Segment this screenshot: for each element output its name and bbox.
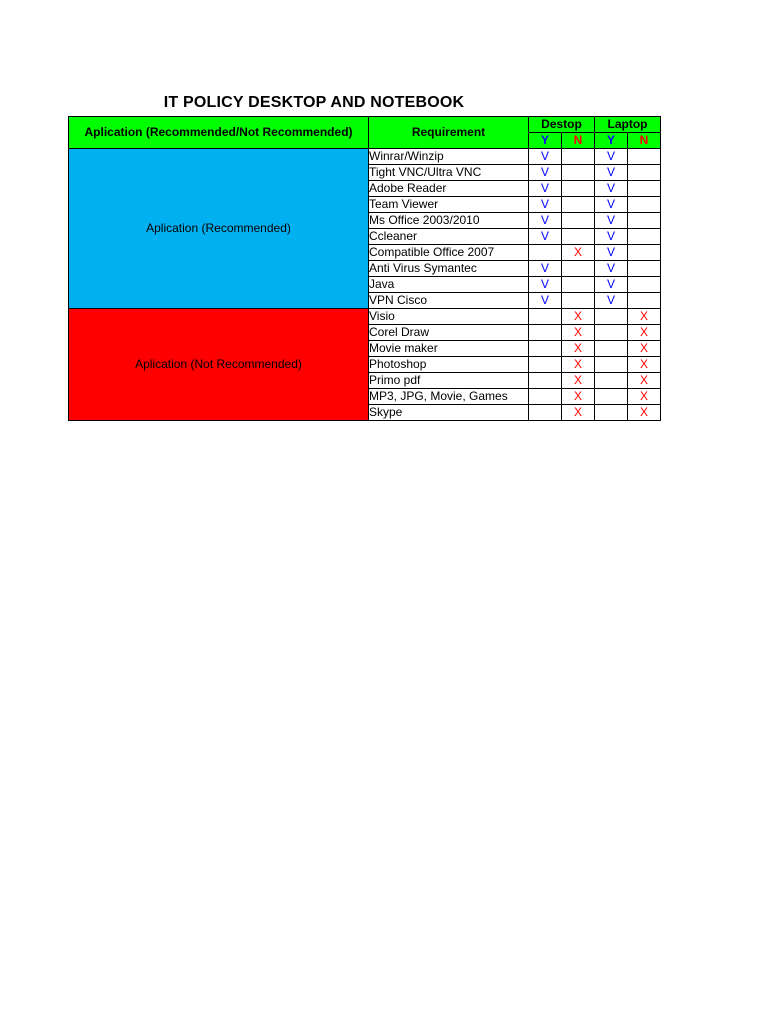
mark-cell-desk-y <box>529 341 562 357</box>
application-name: Ccleaner <box>369 229 529 245</box>
mark-cell-desk-n <box>562 149 595 165</box>
application-name: Team Viewer <box>369 197 529 213</box>
mark-cell-desk-y <box>529 277 562 293</box>
check-mark: X <box>573 405 582 419</box>
mark-cell-desk-y <box>529 229 562 245</box>
mark-cell-desk-n <box>562 405 595 421</box>
check-mark: X <box>639 309 648 323</box>
check-mark: X <box>573 357 582 371</box>
check-mark: V <box>606 261 615 275</box>
check-mark: X <box>573 373 582 387</box>
mark-cell-desk-y <box>529 309 562 325</box>
mark-cell-desk-n <box>562 293 595 309</box>
mark-cell-desk-n <box>562 165 595 181</box>
mark-cell-desk-n <box>562 181 595 197</box>
check-mark: V <box>606 149 615 163</box>
mark-cell-lap-y <box>595 149 628 165</box>
mark-cell-lap-y <box>595 229 628 245</box>
check-mark: X <box>573 341 582 355</box>
mark-cell-desk-y <box>529 357 562 373</box>
mark-cell-lap-y <box>595 277 628 293</box>
mark-cell-desk-n <box>562 325 595 341</box>
mark-cell-lap-y <box>595 197 628 213</box>
mark-cell-lap-n <box>628 213 661 229</box>
mark-cell-desk-n <box>562 277 595 293</box>
mark-cell-lap-y <box>595 405 628 421</box>
application-name: MP3, JPG, Movie, Games <box>369 389 529 405</box>
check-mark: V <box>540 229 549 243</box>
check-mark: V <box>540 165 549 179</box>
mark-cell-desk-n <box>562 373 595 389</box>
mark-cell-lap-y <box>595 373 628 389</box>
policy-table <box>68 116 661 421</box>
mark-cell-lap-n <box>628 405 661 421</box>
mark-cell-desk-n <box>562 341 595 357</box>
policy-table-body <box>69 117 661 421</box>
check-mark: V <box>606 165 615 179</box>
application-name: Adobe Reader <box>369 181 529 197</box>
application-name: Tight VNC/Ultra VNC <box>369 165 529 181</box>
check-mark: V <box>606 181 615 195</box>
mark-cell-desk-n <box>562 309 595 325</box>
category-cell-not-recommended: Aplication (Not Recommended) <box>69 309 369 421</box>
check-mark: X <box>639 389 648 403</box>
mark-cell-lap-n <box>628 261 661 277</box>
mark-cell-desk-n <box>562 229 595 245</box>
check-mark: V <box>540 293 549 307</box>
mark-cell-lap-n <box>628 325 661 341</box>
mark-cell-desk-n <box>562 357 595 373</box>
mark-cell-desk-y <box>529 165 562 181</box>
mark-cell-desk-n <box>562 245 595 261</box>
mark-cell-lap-y <box>595 293 628 309</box>
mark-cell-lap-n <box>628 277 661 293</box>
mark-cell-lap-y <box>595 213 628 229</box>
mark-cell-lap-y <box>595 245 628 261</box>
mark-cell-lap-n <box>628 149 661 165</box>
application-name: Primo pdf <box>369 373 529 389</box>
application-name: Ms Office 2003/2010 <box>369 213 529 229</box>
check-mark: X <box>573 325 582 339</box>
check-mark: X <box>573 245 582 259</box>
mark-cell-desk-n <box>562 197 595 213</box>
mark-cell-lap-y <box>595 389 628 405</box>
mark-cell-desk-n <box>562 213 595 229</box>
check-mark: V <box>606 213 615 227</box>
check-mark: X <box>573 389 582 403</box>
mark-cell-lap-n <box>628 389 661 405</box>
mark-cell-desk-n <box>562 389 595 405</box>
application-name: Winrar/Winzip <box>369 149 529 165</box>
mark-cell-lap-y <box>595 357 628 373</box>
check-mark: V <box>540 277 549 291</box>
check-mark: V <box>540 197 549 211</box>
check-mark: V <box>606 197 615 211</box>
check-mark: V <box>606 293 615 307</box>
mark-cell-desk-y <box>529 181 562 197</box>
mark-cell-desk-y <box>529 325 562 341</box>
mark-cell-lap-n <box>628 341 661 357</box>
mark-cell-lap-y <box>595 341 628 357</box>
check-mark: V <box>540 149 549 163</box>
mark-cell-desk-y <box>529 261 562 277</box>
mark-cell-lap-y <box>595 309 628 325</box>
mark-cell-lap-y <box>595 261 628 277</box>
mark-cell-lap-n <box>628 229 661 245</box>
mark-cell-lap-n <box>628 181 661 197</box>
application-name: Corel Draw <box>369 325 529 341</box>
mark-cell-lap-n <box>628 293 661 309</box>
mark-cell-lap-y <box>595 165 628 181</box>
check-mark: X <box>639 325 648 339</box>
application-column-header: Aplication (Recommended/Not Recommended) <box>69 117 369 149</box>
laptop-yes-header: Y <box>595 133 628 149</box>
check-mark: X <box>639 341 648 355</box>
laptop-no-header: N <box>628 133 661 149</box>
mark-cell-lap-n <box>628 309 661 325</box>
desktop-column-header: Destop <box>529 117 595 133</box>
category-cell-recommended: Aplication (Recommended) <box>69 149 369 309</box>
application-name: Visio <box>369 309 529 325</box>
mark-cell-lap-n <box>628 373 661 389</box>
check-mark: V <box>606 229 615 243</box>
application-name: Compatible Office 2007 <box>369 245 529 261</box>
application-name: Skype <box>369 405 529 421</box>
desktop-no-header: N <box>562 133 595 149</box>
check-mark: X <box>639 357 648 371</box>
check-mark: X <box>639 405 648 419</box>
mark-cell-desk-y <box>529 373 562 389</box>
application-name: Movie maker <box>369 341 529 357</box>
mark-cell-desk-y <box>529 293 562 309</box>
requirement-column-header: Requirement <box>369 117 529 149</box>
mark-cell-lap-y <box>595 181 628 197</box>
mark-cell-desk-y <box>529 405 562 421</box>
application-name: Anti Virus Symantec <box>369 261 529 277</box>
check-mark: V <box>606 245 615 259</box>
laptop-column-header: Laptop <box>595 117 661 133</box>
desktop-yes-header: Y <box>529 133 562 149</box>
mark-cell-desk-y <box>529 197 562 213</box>
application-name: Java <box>369 277 529 293</box>
check-mark: V <box>606 277 615 291</box>
table-row <box>69 149 661 165</box>
check-mark: X <box>573 309 582 323</box>
mark-cell-desk-n <box>562 261 595 277</box>
mark-cell-lap-n <box>628 197 661 213</box>
mark-cell-lap-n <box>628 165 661 181</box>
mark-cell-desk-y <box>529 389 562 405</box>
check-mark: V <box>540 261 549 275</box>
header-row-top <box>69 117 661 133</box>
check-mark: V <box>540 213 549 227</box>
mark-cell-lap-n <box>628 357 661 373</box>
table-row <box>69 309 661 325</box>
mark-cell-lap-y <box>595 325 628 341</box>
mark-cell-desk-y <box>529 213 562 229</box>
mark-cell-lap-n <box>628 245 661 261</box>
mark-cell-desk-y <box>529 149 562 165</box>
application-name: Photoshop <box>369 357 529 373</box>
mark-cell-desk-y <box>529 245 562 261</box>
check-mark: V <box>540 181 549 195</box>
check-mark: X <box>639 373 648 387</box>
application-name: VPN Cisco <box>369 293 529 309</box>
page-title: IT POLICY DESKTOP AND NOTEBOOK <box>163 94 465 111</box>
